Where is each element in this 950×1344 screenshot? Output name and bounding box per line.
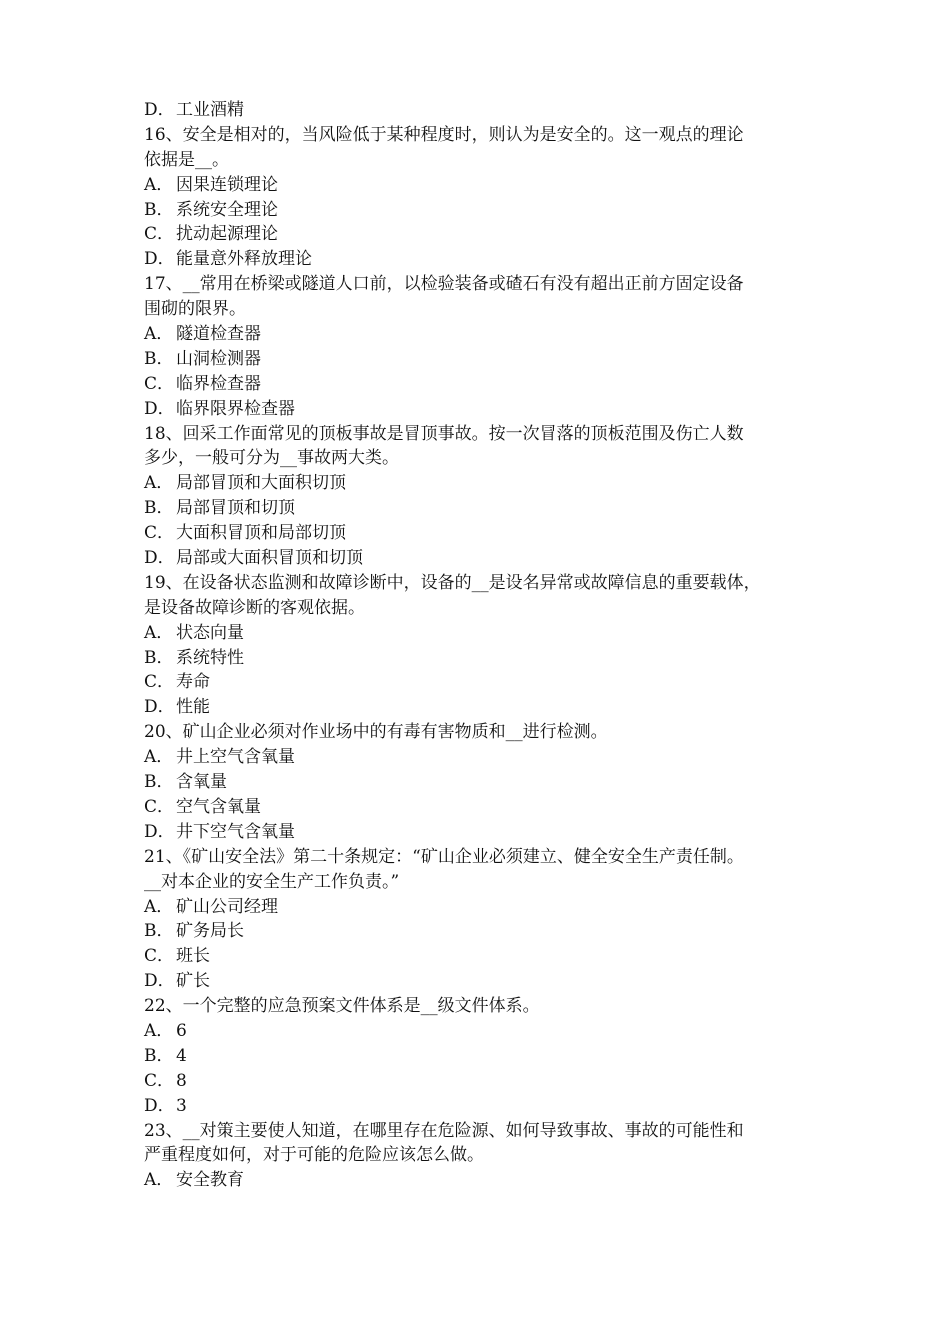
question-text-continued: 依据是__。 (144, 149, 229, 170)
option-text: 大面积冒顶和局部切顶 (176, 523, 346, 544)
option-label: A． (144, 324, 174, 345)
answer-option (144, 247, 819, 272)
question-text: 22、一个完整的应急预案文件体系是__级文件体系。 (144, 996, 540, 1017)
option-text: 局部冒顶和切顶 (176, 498, 295, 519)
option-d-previous-question (144, 98, 819, 123)
option-text: 系统特性 (176, 647, 244, 668)
question-text: 20、矿山企业必须对作业场中的有毒有害物质和__进行检测。 (144, 722, 608, 743)
option-text: 寿命 (176, 672, 210, 693)
answer-option (144, 770, 819, 795)
answer-option (144, 322, 819, 347)
question-text: 19、在设备状态监测和故障诊断中，设备的__是设名异常或故障信息的重要载体， (144, 572, 761, 593)
option-label: A． (144, 174, 174, 195)
option-text: 扰动起源理论 (176, 224, 278, 245)
option-label: D． (144, 1095, 175, 1116)
option-label: B． (144, 921, 174, 942)
answer-option (144, 198, 819, 223)
answer-option (144, 1168, 819, 1193)
option-label: B． (144, 1045, 174, 1066)
question-text: 23、__对策主要使人知道，在哪里存在危险源、如何导致事故、事故的可能性和 (144, 1120, 744, 1141)
question-block (144, 720, 819, 844)
answer-option (144, 670, 819, 695)
question-block (144, 571, 819, 720)
option-label: A． (144, 896, 174, 917)
option-text: 8 (176, 1070, 187, 1091)
question-block (144, 1119, 819, 1194)
question-text: 18、回采工作面常见的顶板事故是冒顶事故。按一次冒落的顶板范围及伤亡人数 (144, 423, 744, 444)
option-label: C． (144, 1070, 175, 1091)
option-label: C． (144, 672, 175, 693)
option-text: 空气含氧量 (176, 796, 261, 817)
option-text: 班长 (176, 946, 210, 967)
option-text: 状态向量 (176, 622, 244, 643)
option-label: A． (144, 1170, 174, 1191)
option-text: 临界限界检查器 (176, 398, 295, 419)
option-text: 局部或大面积冒顶和切顶 (176, 548, 363, 569)
answer-option (144, 372, 819, 397)
answer-option (144, 820, 819, 845)
question-block (144, 123, 819, 272)
option-label: B． (144, 199, 174, 220)
option-text: 矿务局长 (176, 921, 244, 942)
option-label: D． (144, 100, 175, 120)
option-text: 工业酒精 (176, 100, 244, 120)
option-text: 隧道检查器 (176, 324, 261, 345)
question-text: 17、__常用在桥梁或隧道人口前，以检验装备或碴石有没有超出正前方固定设备 (144, 274, 744, 295)
question-list (144, 123, 819, 1193)
answer-option (144, 496, 819, 521)
option-text: 能量意外释放理论 (176, 249, 312, 270)
answer-option (144, 222, 819, 247)
option-text: 因果连锁理论 (176, 174, 278, 195)
answer-option (144, 969, 819, 994)
option-label: C． (144, 523, 175, 544)
option-label: D． (144, 398, 175, 419)
question-text-continued: __对本企业的安全生产工作负责。” (144, 871, 400, 892)
answer-option (144, 397, 819, 422)
answer-option (144, 347, 819, 372)
option-label: A． (144, 1020, 174, 1041)
question-block (144, 422, 819, 571)
option-text: 矿长 (176, 971, 210, 992)
answer-option (144, 695, 819, 720)
option-label: C． (144, 946, 175, 967)
option-text: 性能 (176, 697, 210, 718)
option-text: 安全教育 (176, 1170, 244, 1191)
option-label: A． (144, 622, 174, 643)
option-label: D． (144, 697, 175, 718)
option-label: C． (144, 373, 175, 394)
option-label: D． (144, 249, 175, 270)
answer-option (144, 895, 819, 920)
option-label: B． (144, 772, 174, 793)
option-text: 6 (176, 1020, 187, 1041)
option-text: 系统安全理论 (176, 199, 278, 220)
answer-option (144, 471, 819, 496)
option-text: 含氧量 (176, 772, 227, 793)
answer-option (144, 1094, 819, 1119)
option-text: 4 (176, 1045, 187, 1066)
option-text: 3 (176, 1095, 187, 1116)
answer-option (144, 1019, 819, 1044)
answer-option (144, 546, 819, 571)
answer-option (144, 795, 819, 820)
option-text: 山洞检测器 (176, 348, 261, 369)
option-text: 井下空气含氧量 (176, 821, 295, 842)
option-label: C． (144, 224, 175, 245)
option-label: D． (144, 971, 175, 992)
option-text: 矿山公司经理 (176, 896, 278, 917)
question-block (144, 272, 819, 421)
option-label: B． (144, 348, 174, 369)
option-label: B． (144, 647, 174, 668)
option-text: 井上空气含氧量 (176, 747, 295, 768)
document-page (144, 98, 819, 1193)
option-label: B． (144, 498, 174, 519)
answer-option (144, 1069, 819, 1094)
option-label: D． (144, 548, 175, 569)
answer-option (144, 173, 819, 198)
option-text: 临界检查器 (176, 373, 261, 394)
question-block (144, 845, 819, 994)
question-text-continued: 围砌的限界。 (144, 299, 246, 320)
question-text-continued: 多少，一般可分为__事故两大类。 (144, 448, 399, 469)
option-text: 局部冒顶和大面积切顶 (176, 473, 346, 494)
answer-option (144, 646, 819, 671)
answer-option (144, 1044, 819, 1069)
question-block (144, 994, 819, 1118)
option-label: A． (144, 747, 174, 768)
question-text: 21、《矿山安全法》第二十条规定：“矿山企业必须建立、健全安全生产责任制。 (144, 846, 744, 867)
answer-option (144, 621, 819, 646)
answer-option (144, 919, 819, 944)
question-text-continued: 是设备故障诊断的客观依据。 (144, 597, 365, 618)
option-label: D． (144, 821, 175, 842)
question-text: 16、安全是相对的，当风险低于某种程度时，则认为是安全的。这一观点的理论 (144, 124, 744, 145)
question-text-continued: 严重程度如何，对于可能的危险应该怎么做。 (144, 1145, 484, 1166)
answer-option (144, 521, 819, 546)
answer-option (144, 944, 819, 969)
answer-option (144, 745, 819, 770)
option-label: C． (144, 796, 175, 817)
option-label: A． (144, 473, 174, 494)
